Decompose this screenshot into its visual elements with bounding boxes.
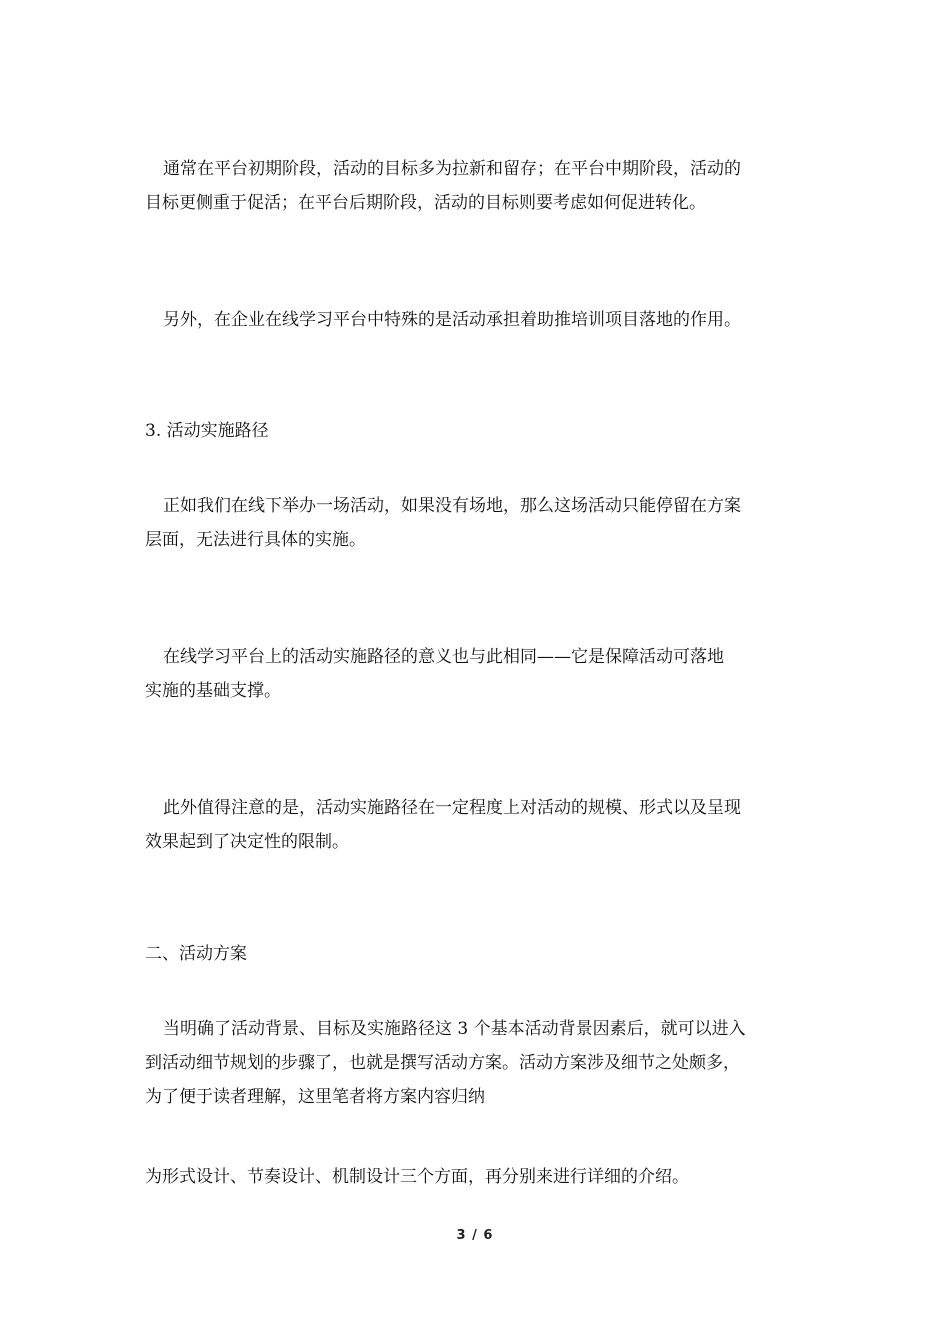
section-heading-activity-plan: 二、活动方案 <box>145 944 247 964</box>
paragraph-line: 正如我们在线下举办一场活动，如果没有场地，那么这场活动只能停留在方案 <box>163 496 741 516</box>
paragraph-line: 实施的基础支撑。 <box>145 681 281 701</box>
paragraph-enterprise-learning <box>145 303 810 337</box>
paragraph-activity-plan-intro <box>145 1012 810 1114</box>
paragraph-three-aspects <box>145 1160 810 1194</box>
paragraph-line: 另外，在企业在线学习平台中特殊的是活动承担着助推培训项目落地的作用。 <box>163 310 741 330</box>
paragraph-line: 到活动细节规划的步骤了，也就是撰写活动方案。活动方案涉及细节之处颇多， <box>145 1053 740 1073</box>
paragraph-line: 目标更侧重于促活；在平台后期阶段，活动的目标则要考虑如何促进转化。 <box>145 193 706 213</box>
paragraph-offline-venue <box>145 489 810 557</box>
paragraph-line: 在线学习平台上的活动实施路径的意义也与此相同——它是保障活动可落地 <box>163 647 724 667</box>
paragraph-line: 效果起到了决定性的限制。 <box>145 832 349 852</box>
paragraph-line: 层面，无法进行具体的实施。 <box>145 530 366 550</box>
section-heading-implementation-path: 3. 活动实施路径 <box>145 421 269 441</box>
paragraph-line: 为形式设计、节奏设计、机制设计三个方面，再分别来进行详细的介绍。 <box>145 1167 689 1187</box>
paragraph-line: 此外值得注意的是，活动实施路径在一定程度上对活动的规模、形式以及呈现 <box>163 798 741 818</box>
paragraph-line: 为了便于读者理解，这里笔者将方案内容归纳 <box>145 1087 485 1107</box>
paragraph-path-limitations <box>145 791 810 859</box>
paragraph-platform-stages <box>145 152 810 220</box>
page-indicator: 3 / 6 <box>456 1228 494 1243</box>
paragraph-online-path-meaning <box>145 640 810 708</box>
paragraph-line: 当明确了活动背景、目标及实施路径这 3 个基本活动背景因素后，就可以进入 <box>163 1019 746 1039</box>
paragraph-line: 通常在平台初期阶段，活动的目标多为拉新和留存；在平台中期阶段，活动的 <box>163 159 741 179</box>
